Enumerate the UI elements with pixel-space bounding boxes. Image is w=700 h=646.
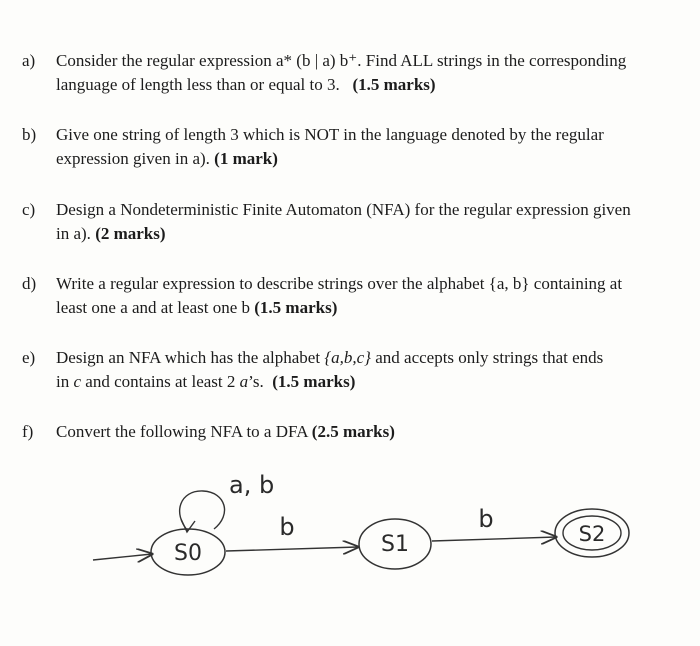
state-s2-label: S2	[578, 522, 606, 546]
question-a-label: a)	[22, 51, 36, 70]
transition-s1-s2	[432, 537, 556, 541]
question-c-line1: Design a Nondeterministic Finite Automaton (NFA) for the regular expression given	[56, 200, 631, 219]
self-loop-s0	[180, 491, 225, 531]
transition-s1-s2-label: b	[478, 505, 494, 533]
question-f-marks: (2.5 marks)	[311, 422, 395, 441]
question-b-line1: Give one string of length 3 which is NOT in the language denoted by the regular	[56, 125, 604, 144]
transition-s0-s1	[226, 547, 358, 551]
question-e-line1: Design an NFA which has the alphabet {a,b,c} and accepts only strings that ends	[56, 348, 604, 367]
question-f-label: f)	[22, 422, 34, 441]
question-c-marks: (2 marks)	[95, 224, 166, 243]
nfa-diagram	[0, 455, 700, 646]
question-d-line1: Write a regular expression to describe strings over the alphabet {a, b} containing at	[56, 274, 623, 293]
question-e-line2: in c and contains at least 2 a’s. (1.5 marks)	[56, 372, 356, 391]
question-b-label: b)	[22, 125, 37, 144]
question-e-label: e)	[22, 348, 36, 367]
state-s1-label: S1	[381, 532, 409, 557]
question-d-label: d)	[22, 274, 37, 293]
start-arrow	[93, 554, 152, 560]
transition-s0-s1-label: b	[279, 513, 295, 541]
question-b-marks: (1 mark)	[214, 149, 278, 168]
question-a-line1: Consider the regular expression a* (b | a) b⁺. Find ALL strings in the corresponding	[56, 51, 627, 70]
question-c-label: c)	[22, 200, 36, 219]
question-b-line2: expression given in a).	[56, 149, 210, 168]
symbol-c: c	[73, 372, 82, 391]
symbol-a: a	[239, 372, 249, 391]
question-e-marks: (1.5 marks)	[272, 372, 356, 391]
question-a-line2: language of length less than or equal to 3.	[56, 75, 340, 94]
question-d-marks: (1.5 marks)	[254, 298, 338, 317]
question-a-marks: (1.5 marks)	[352, 75, 436, 94]
question-f-line1: Convert the following NFA to a DFA	[56, 422, 308, 441]
question-c-line2: in a).	[56, 224, 91, 243]
alphabet-abc: {a,b,c}	[324, 348, 371, 367]
self-loop-label: a, b	[229, 471, 275, 499]
question-d-line2: least one a and at least one b	[56, 298, 251, 317]
state-s0-label: S0	[174, 541, 202, 566]
